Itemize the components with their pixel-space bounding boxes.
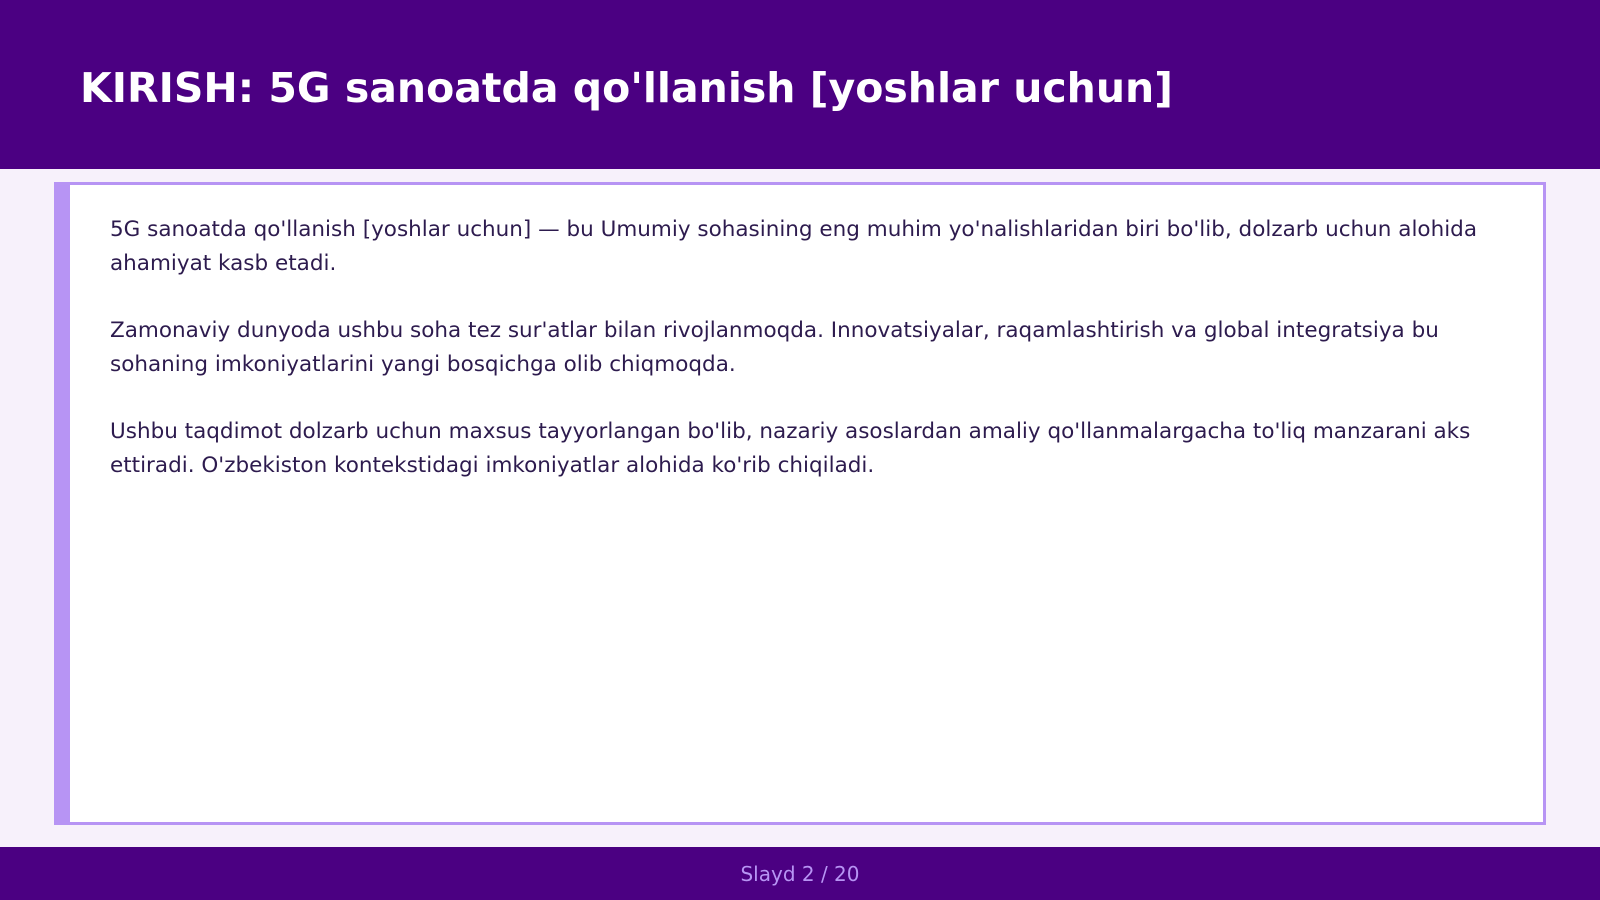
slide-title: KIRISH: 5G sanoatda qo'llanish [yoshlar uchun]	[80, 64, 1173, 112]
slide-counter: Slayd 2 / 20	[740, 861, 860, 886]
paragraph-2: Zamonaviy dunyoda ushbu soha tez sur'atlar bilan rivojlanmoqda. Innovatsiyalar, raqamlashtirish va global integratsiya bu sohaning imkoniyatlarini yangi bosqichga olib chiqmoqda.	[110, 318, 1439, 377]
paragraph-3: Ushbu taqdimot dolzarb uchun maxsus tayyorlangan bo'lib, nazariy asoslardan amaliy qo'llanmalargacha to'liq manzarani aks ettiradi. O'zbekiston kontekstidagi imkoniyatlar alohida ko'rib chiqiladi.	[110, 419, 1471, 478]
content-body	[110, 213, 1490, 516]
paragraph-1: 5G sanoatda qo'llanish [yoshlar uchun] — bu Umumiy sohasining eng muhim yo'nalishlaridan biri bo'lib, dolzarb uchun alohida ahamiyat kasb etadi.	[110, 217, 1477, 276]
slide-footer	[0, 847, 1600, 900]
content-card	[54, 182, 1546, 825]
slide-header	[0, 0, 1600, 169]
